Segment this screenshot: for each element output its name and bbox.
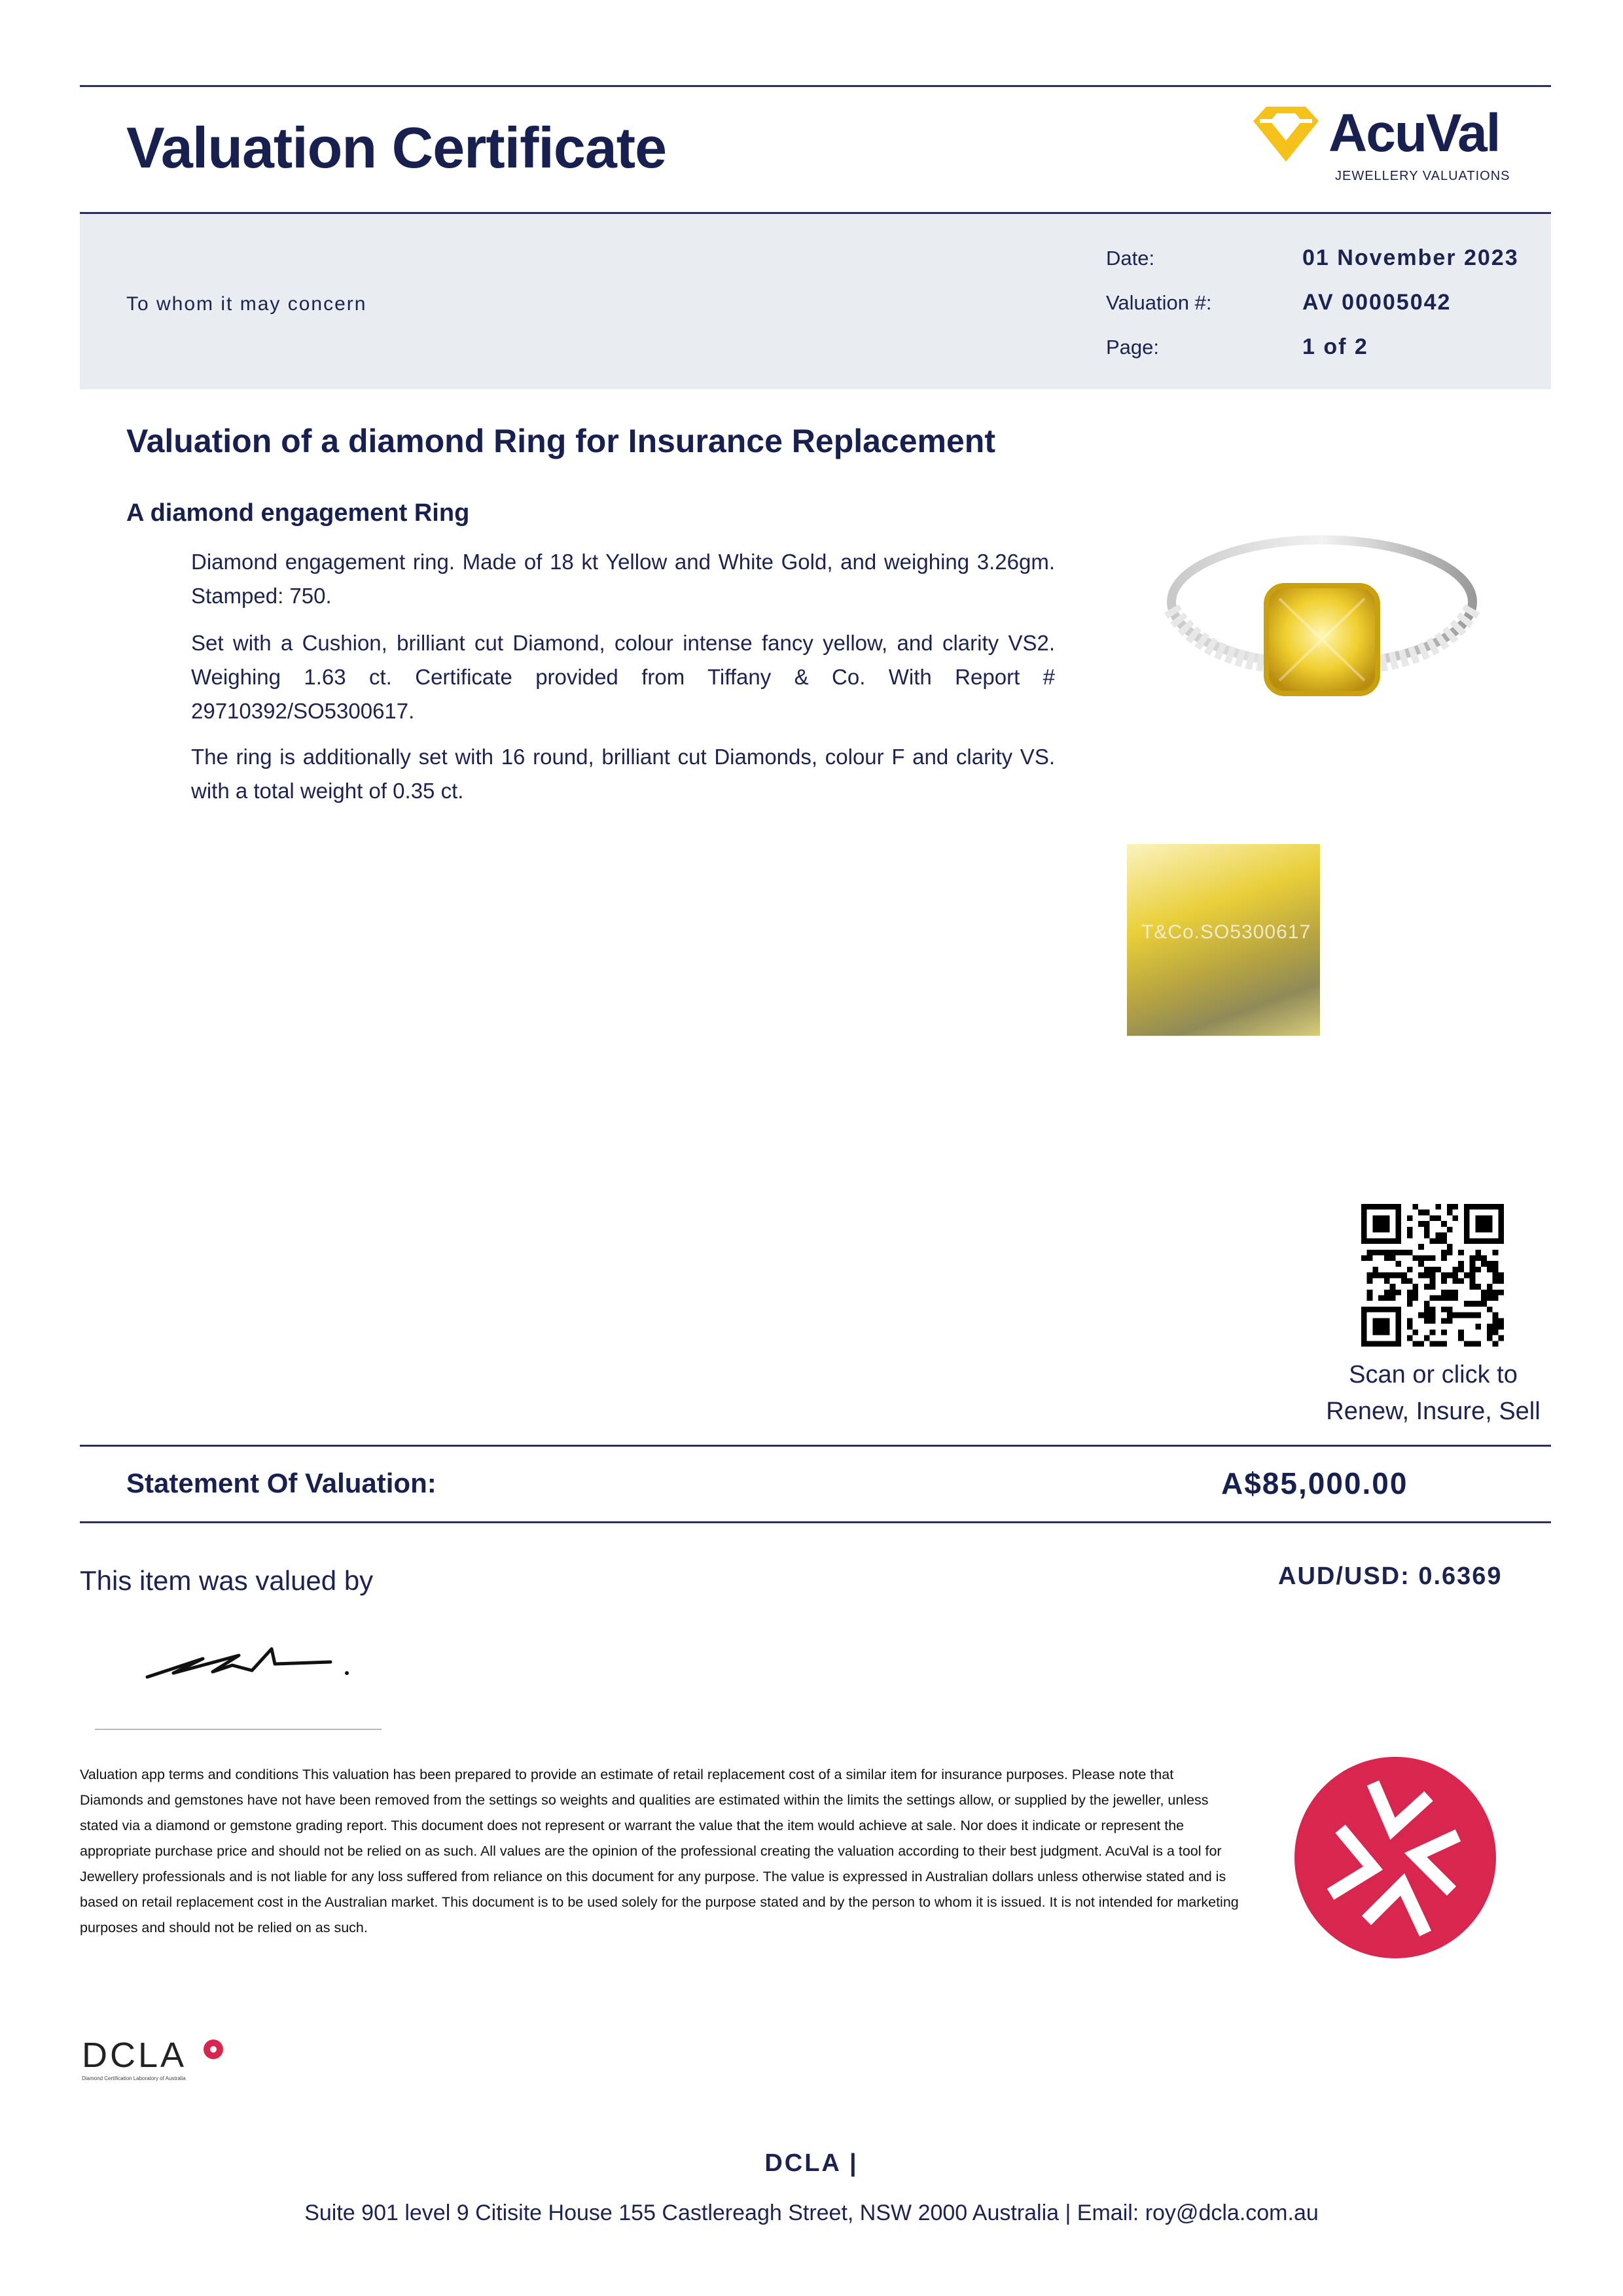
date-value: 01 November 2023 — [1302, 245, 1519, 270]
statement-label: Statement Of Valuation: — [126, 1468, 437, 1498]
valued-by-label: This item was valued by — [80, 1565, 374, 1596]
description-paragraph: The ring is additionally set with 16 round, brilliant cut Diamonds, colour F and clarity VS. with a total weight of 0.35 ct. — [191, 745, 1055, 803]
page-label: Page: — [1106, 336, 1160, 359]
acuval-gem-logo-icon — [1247, 101, 1325, 167]
page-title: Valuation Certificate — [126, 115, 667, 180]
statement-bottom-rule — [80, 1521, 1551, 1523]
statement-top-rule — [80, 1445, 1551, 1447]
inscription-photo — [1127, 844, 1320, 1036]
valuation-number-value: AV 00005042 — [1302, 290, 1452, 315]
qr-caption-line1: Scan or click to — [1349, 1361, 1518, 1388]
qr-code[interactable] — [1361, 1204, 1504, 1347]
item-subheading: A diamond engagement Ring — [126, 499, 470, 527]
signature-line — [95, 1729, 382, 1730]
footer-address: Suite 901 level 9 Citisite House 155 Castlereagh Street, NSW 2000 Australia | Email: roy@dcla.com.au — [304, 2200, 1319, 2225]
dcla-logo-text: DCLA — [82, 2036, 187, 2075]
footer-company: DCLA | — [764, 2149, 859, 2177]
dcla-logo — [82, 2035, 232, 2087]
date-label: Date: — [1106, 247, 1155, 270]
description-paragraph: Diamond engagement ring. Made of 18 kt Yellow and White Gold, and weighing 3.26gm. Stamped: 750. — [191, 550, 1055, 608]
acuval-wordmark: AcuVal — [1329, 103, 1500, 163]
description-paragraph: Set with a Cushion, brilliant cut Diamond, colour intense fancy yellow, and clarity VS2. Weighing 1.63 ct. Certificate provided from Tiffany & Co. With Report # 29710392/SO5300617. — [191, 631, 1055, 723]
top-rule — [80, 85, 1551, 87]
acuval-logo — [1247, 101, 1528, 190]
inscription-text: T&Co.SO5300617 — [1141, 921, 1311, 943]
info-band-rule — [80, 212, 1551, 214]
exchange-rate: AUD/USD: 0.6369 — [1278, 1563, 1503, 1590]
acuval-tagline: JEWELLERY VALUATIONS — [1335, 169, 1510, 183]
valuation-number-label: Valuation #: — [1106, 291, 1212, 314]
recipient-line: To whom it may concern — [126, 293, 367, 315]
qr-caption-line2: Renew, Insure, Sell — [1326, 1398, 1541, 1425]
page-value: 1 of 2 — [1302, 334, 1368, 359]
dcla-seal-logo — [1294, 1757, 1496, 1958]
statement-value: A$85,000.00 — [1221, 1466, 1408, 1500]
dcla-flower-icon — [203, 2039, 224, 2060]
dcla-logo-subtext: Diamond Certification Laboratory of Australia — [82, 2075, 186, 2081]
item-heading: Valuation of a diamond Ring for Insurance Replacement — [126, 423, 996, 459]
valuer-signature — [141, 1633, 363, 1691]
terms-and-conditions: Valuation app terms and conditions This valuation has been prepared to provide an estimate of retail replacement cost of a similar item for insurance purposes. Please note that Diamonds and gemstones have not have been removed from the settings so weights and qualities are estimated within the limits the settings allow, or supplied by the jeweller, unless stated via a diamond or gemstone grading report. This document does not represent or warrant the value that the item would achieve at sale. Nor does it indicate or represent the appropriate purchase price and should not be relied on as such. All values are the opinion of the professional creating the valuation according to their best judgment. AcuVal is a tool for Jewellery professionals and is not liable for any loss suffered from reliance on this document for any purpose. The value is expressed in Australian dollars unless otherwise stated and is based on retail replacement cost in the Australian market. This document is to be used solely for the purpose stated and by the person to whom it is issued. It is not intended for marketing purposes and should not be relied on as such. — [80, 1767, 1239, 1935]
ring-photo — [1152, 523, 1492, 720]
